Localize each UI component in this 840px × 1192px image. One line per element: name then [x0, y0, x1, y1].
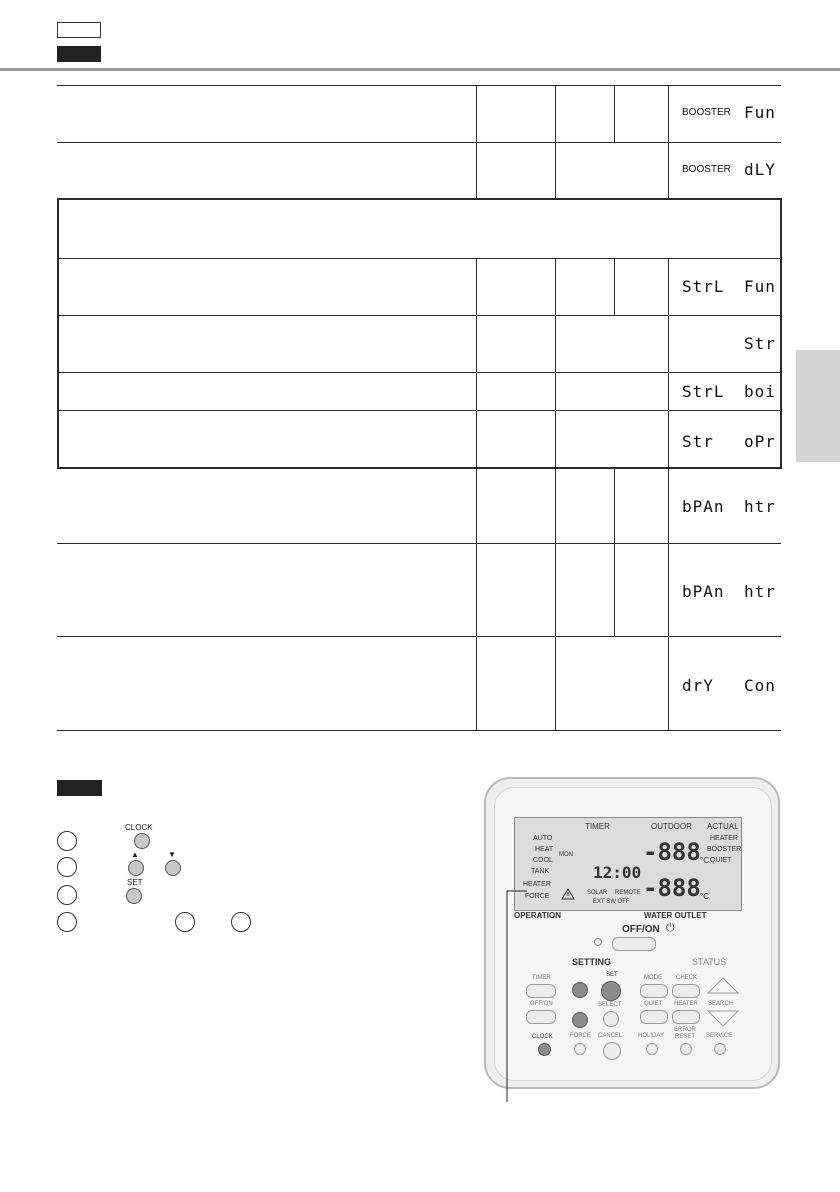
screen-mode-cool: COOL: [533, 857, 553, 864]
search-label: SEARCH: [708, 1001, 734, 1007]
header-rule: [0, 68, 840, 71]
step-number-1: [57, 831, 77, 851]
screen-timer-label: TIMER: [585, 822, 610, 831]
water-outlet-label: WATER OUTLET: [644, 911, 707, 920]
lcd-code: Str: [682, 432, 714, 451]
remote-lcd-screen: [514, 817, 742, 911]
step-ref-circle: [231, 912, 251, 932]
screen-mode-heat: HEAT: [535, 846, 554, 853]
force-button[interactable]: [574, 1043, 586, 1055]
screen-unit-bottom: °C: [700, 892, 709, 901]
screen-right-heater: HEATER: [710, 835, 738, 842]
screen-solar: SOLAR: [587, 890, 608, 896]
lcd-code: boi: [744, 382, 776, 401]
off-on-timer-label: OFF/ON: [530, 1001, 553, 1007]
lcd-code: StrL: [682, 277, 725, 296]
setting-label: SETTING: [572, 957, 612, 967]
lcd-code: dLY: [744, 160, 776, 179]
set-key-icon: [126, 888, 142, 904]
screen-mode-heater: HEATER: [523, 881, 551, 888]
screen-right-quiet: QUIET: [710, 857, 732, 864]
clock-key-icon: [134, 833, 150, 849]
screen-outdoor-label: OUTDOOR: [651, 822, 692, 831]
error-reset-button-label: ERROR RESET: [674, 1027, 696, 1040]
select-button-label: SELECT: [598, 1002, 622, 1008]
down-key-icon: [165, 860, 181, 876]
quiet-button[interactable]: [640, 1010, 668, 1024]
header-label-box-dark: [57, 46, 101, 62]
holiday-button-label: HOLIDAY: [638, 1033, 664, 1039]
clock-button[interactable]: [538, 1043, 551, 1056]
lcd-code: drY: [682, 676, 714, 695]
service-button-label: SERVICE: [706, 1033, 733, 1039]
lcd-booster-label: BOOSTER: [682, 164, 731, 175]
screen-temp-outdoor: -888: [643, 838, 701, 866]
step-ref-circle: [175, 912, 195, 932]
off-on-button[interactable]: [612, 937, 656, 951]
down-arrow-symbol: ▼: [168, 850, 176, 859]
screen-mode-auto: AUTO: [533, 835, 553, 842]
screen-clock: 12:00: [593, 863, 642, 882]
warning-icon: [561, 888, 575, 900]
screen-unit-top: °C: [700, 856, 709, 865]
timer-button[interactable]: [526, 984, 556, 998]
cancel-button-label: CANCEL: [598, 1033, 623, 1039]
screen-remote: REMOTE: [615, 890, 641, 896]
set-button-label: SET: [606, 972, 618, 978]
screen-mode-force: FORCE: [525, 893, 550, 900]
up-arrow-symbol: ▲: [131, 850, 139, 859]
screen-right-booster: BOOSTER: [707, 846, 742, 853]
clock-key-label: CLOCK: [125, 823, 153, 832]
timer-button-label: TIMER: [532, 975, 551, 981]
note-label-box: [57, 780, 102, 796]
off-on-label: OFF/ON: [622, 924, 660, 935]
operation-lamp: [594, 938, 602, 946]
timer-off-on-button[interactable]: [526, 1010, 556, 1024]
lcd-booster-label: BOOSTER: [682, 107, 731, 118]
select-button[interactable]: [603, 1011, 619, 1027]
operation-label: OPERATION: [514, 911, 561, 920]
lcd-code: htr: [744, 497, 776, 516]
up-button[interactable]: [572, 982, 588, 998]
search-up-down-icon: [706, 975, 740, 1029]
lcd-code: bPAn: [682, 582, 725, 601]
holiday-button[interactable]: [646, 1043, 658, 1055]
step-number-4: [57, 912, 77, 932]
lcd-code: StrL: [682, 382, 725, 401]
service-button[interactable]: [714, 1043, 726, 1055]
quiet-button-label: QUIET: [644, 1001, 663, 1007]
screen-mode-tank: TANK: [531, 868, 550, 875]
callout-leader-line: [500, 880, 530, 1104]
heater-button[interactable]: [672, 1010, 700, 1024]
up-key-icon: [128, 860, 144, 876]
lcd-code: Fun: [744, 277, 776, 296]
cancel-button[interactable]: [603, 1042, 621, 1060]
check-button[interactable]: [672, 984, 700, 998]
header-label-box: [57, 22, 101, 38]
lcd-code: bPAn: [682, 497, 725, 516]
set-key-label: SET: [127, 878, 143, 887]
lcd-code: Con: [744, 676, 776, 695]
set-button[interactable]: [601, 981, 621, 1001]
lcd-code: Str: [744, 334, 776, 353]
screen-ext-sw-off: EXT SW OFF: [593, 899, 630, 905]
lcd-code: oPr: [744, 432, 776, 451]
error-reset-button[interactable]: [680, 1043, 692, 1055]
clock-button-label: CLOCK: [532, 1034, 553, 1040]
down-button[interactable]: [572, 1012, 588, 1028]
lcd-code: Fun: [744, 103, 776, 122]
screen-actual-label: ACTUAL: [707, 822, 739, 831]
screen-temp-water: -888: [643, 874, 701, 902]
step-number-3: [57, 885, 77, 905]
lcd-code: htr: [744, 582, 776, 601]
mode-button[interactable]: [640, 984, 668, 998]
heater-button-label: HEATER: [674, 1001, 698, 1007]
check-button-label: CHECK: [676, 975, 698, 981]
force-button-label: FORCE: [570, 1033, 591, 1039]
power-icon: ⏻: [666, 922, 675, 934]
section-side-tab: [796, 350, 840, 462]
screen-day: MON: [559, 852, 573, 858]
step-number-2: [57, 857, 77, 877]
mode-button-label: MODE: [644, 975, 662, 981]
status-label: STATUS: [692, 957, 727, 967]
